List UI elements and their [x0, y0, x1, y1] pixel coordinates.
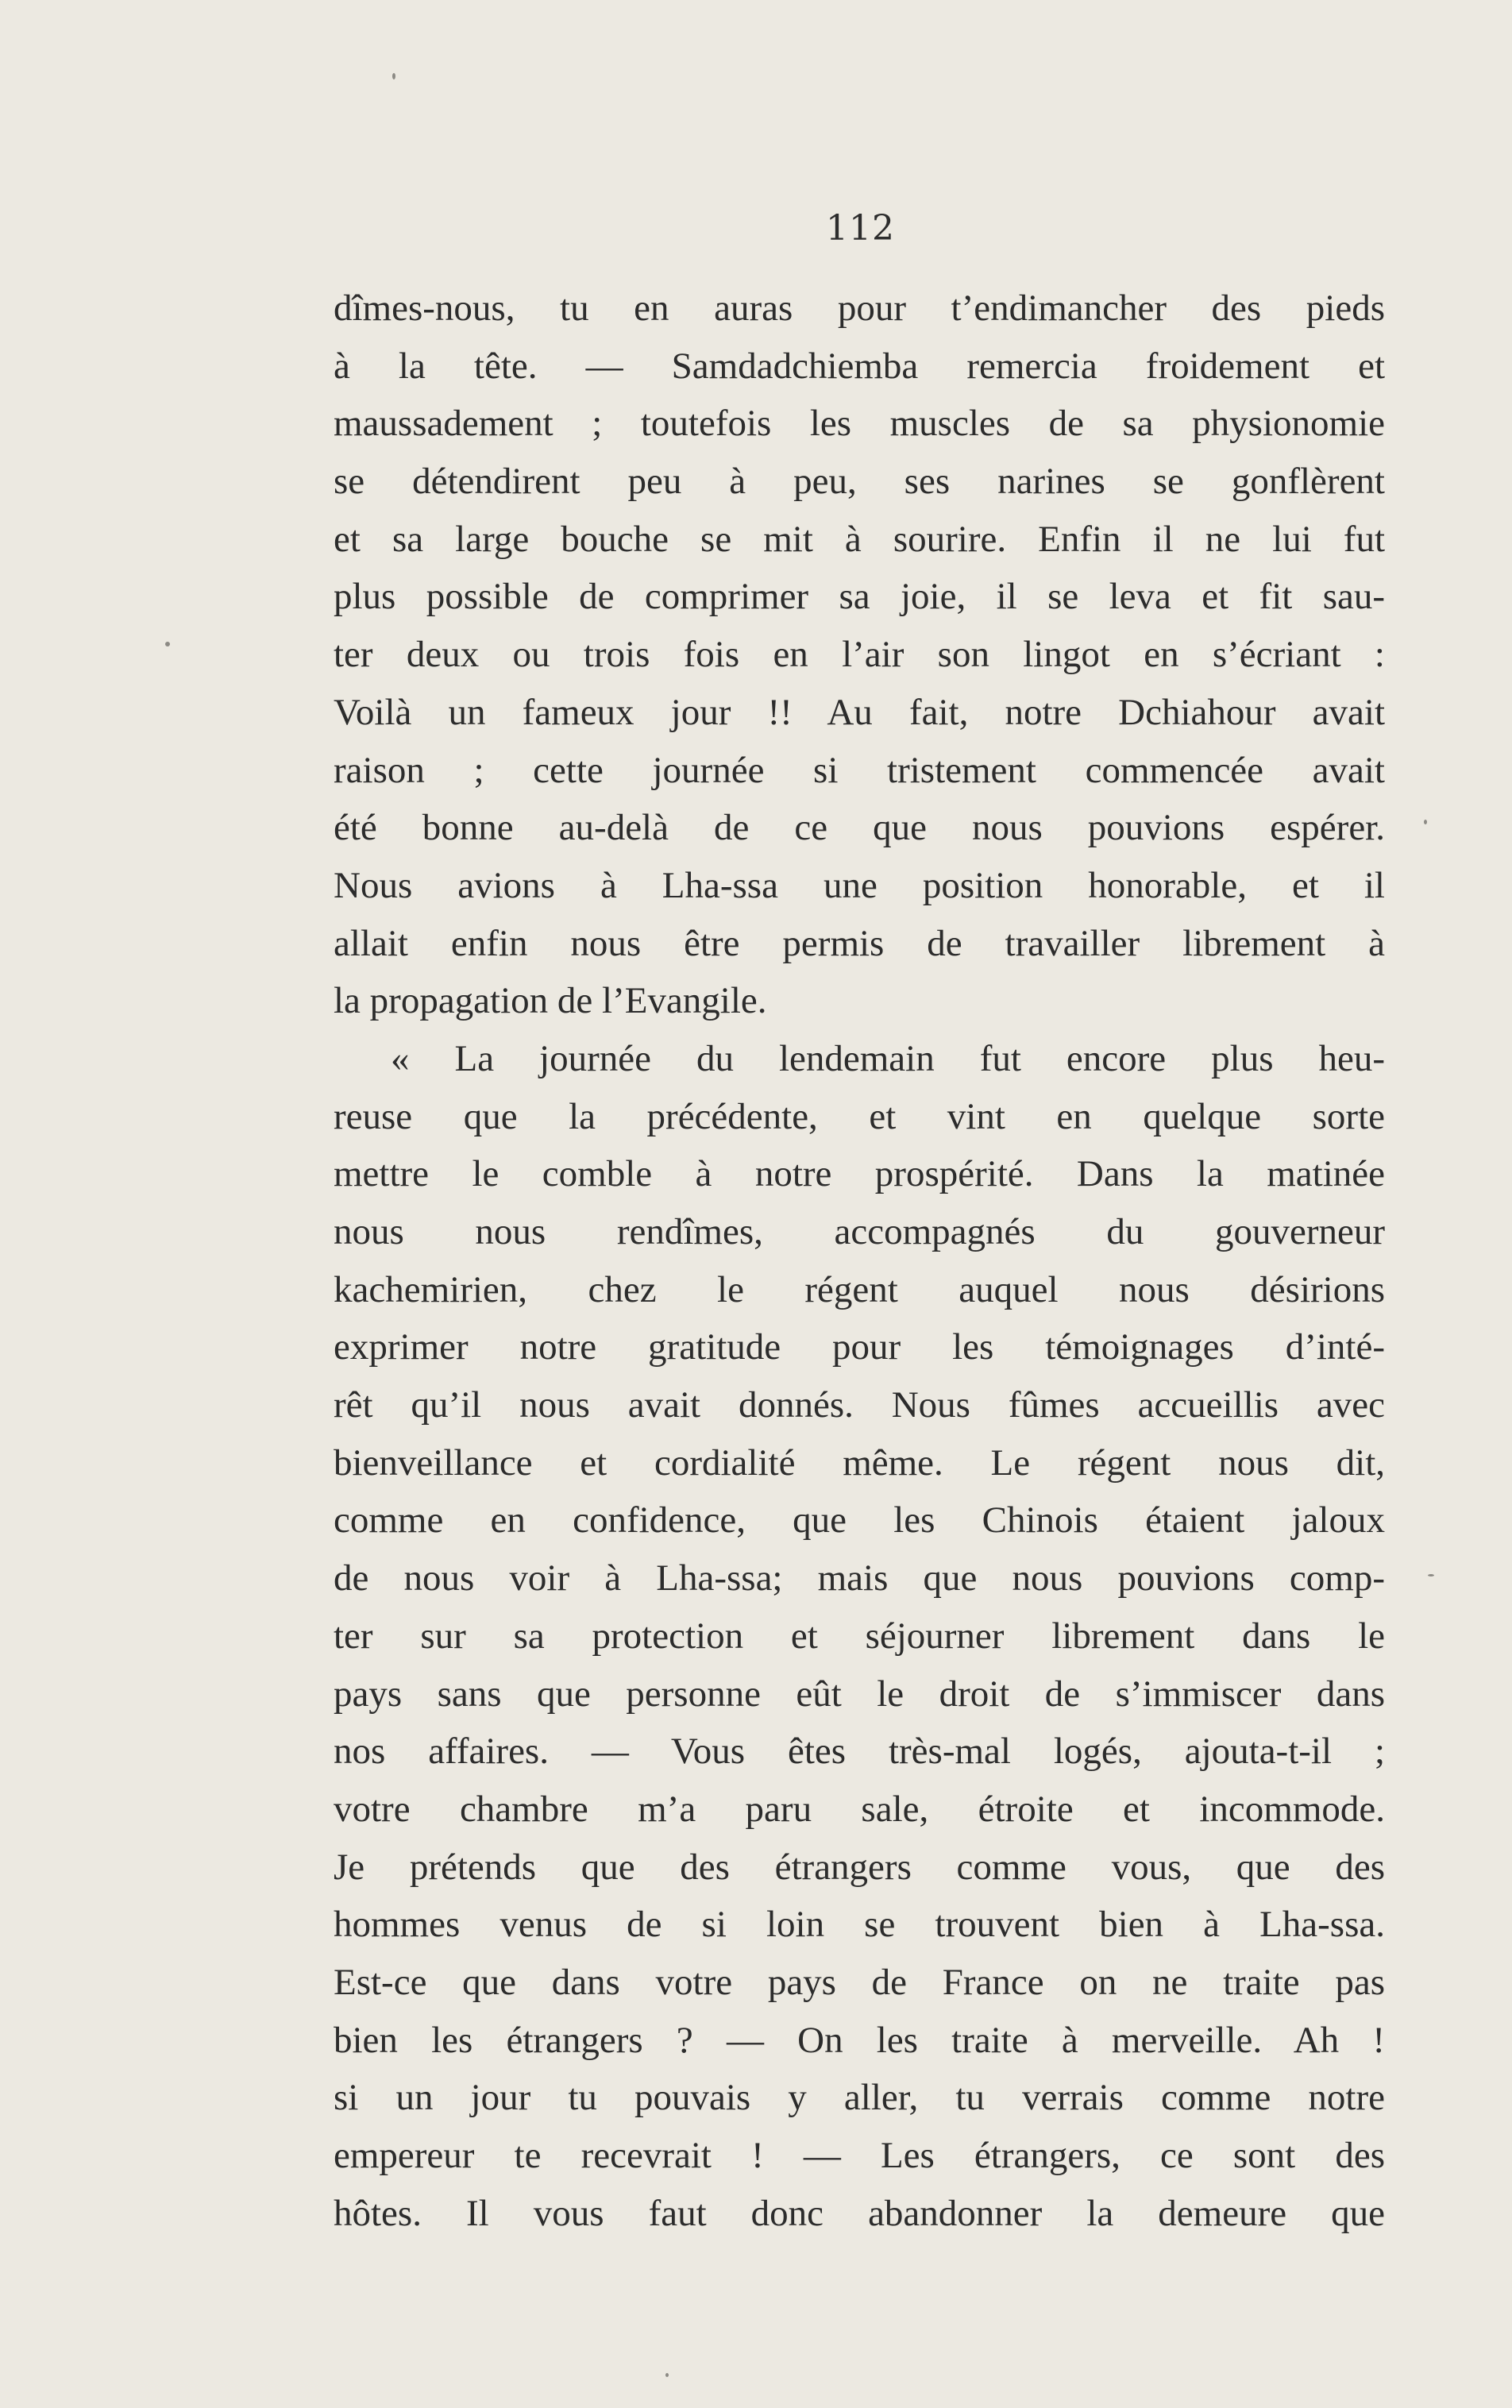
page-number: 112	[826, 208, 895, 249]
text-line: kachemirien, chez le régent auquel nous désirions	[334, 1268, 1385, 1310]
text-line: si un jour tu pouvais y aller, tu verrais comme notre	[334, 2077, 1385, 2119]
text-line: Nous avions à Lha-ssa une position honorable, et il	[334, 864, 1385, 906]
paper-speck	[665, 2373, 669, 2377]
text-line: empereur te recevrait ! — Les étrangers, ce sont des	[334, 2135, 1385, 2176]
text-line: raison ; cette journée si tristement commencée avait	[334, 749, 1385, 791]
text-line: se détendirent peu à peu, ses narines se gonflèrent	[334, 461, 1385, 503]
text-line: comme en confidence, que les Chinois étaient jaloux	[334, 1499, 1385, 1542]
text-line: hommes venus de si loin se trouvent bien à Lha-ssa.	[334, 1904, 1385, 1946]
paper-speck	[392, 73, 395, 79]
text-line: plus possible de comprimer sa joie, il se leva et fit sau-	[334, 576, 1385, 618]
paper-speck	[1428, 1574, 1434, 1576]
text-line: maussadement ; toutefois les muscles de sa physionomie	[334, 403, 1385, 445]
text-line: et sa large bouche se mit à sourire. Enfin il ne lui fut	[334, 518, 1385, 560]
text-line: dîmes-nous, tu en auras pour t’endimancher des pieds	[334, 287, 1385, 329]
text-line: allait enfin nous être permis de travailler librement à	[334, 922, 1385, 964]
body-text	[334, 280, 1385, 2242]
text-line: nous nous rendîmes, accompagnés du gouverneur	[334, 1211, 1385, 1252]
text-line: mettre le comble à notre prospérité. Dans la matinée	[334, 1153, 1385, 1195]
text-line: de nous voir à Lha-ssa; mais que nous pouvions comp-	[334, 1557, 1385, 1600]
paper-speck	[165, 642, 170, 646]
text-line: nos affaires. — Vous êtes très-mal logés, ajouta-t-il ;	[334, 1731, 1385, 1773]
text-line: été bonne au-delà de ce que nous pouvions espérer.	[334, 807, 1385, 849]
text-line: bien les étrangers ? — On les traite à merveille. Ah !	[334, 2019, 1385, 2061]
text-line: Je prétends que des étrangers comme vous, que des	[334, 1846, 1385, 1888]
text-line: exprimer notre gratitude pour les témoignages d’inté-	[334, 1326, 1385, 1368]
text-line: reuse que la précédente, et vint en quelque sorte	[334, 1095, 1385, 1137]
text-line: ter deux ou trois fois en l’air son lingot en s’écriant :	[334, 634, 1385, 676]
text-line: à la tête. — Samdadchiemba remercia froidement et	[334, 345, 1385, 387]
text-line: Est-ce que dans votre pays de France on ne traite pas	[334, 1961, 1385, 2003]
text-line: ter sur sa protection et séjourner librement dans le	[334, 1615, 1385, 1657]
text-line: pays sans que personne eût le droit de s’immiscer dans	[334, 1673, 1385, 1715]
text-line: rêt qu’il nous avait donnés. Nous fûmes accueillis avec	[334, 1384, 1385, 1426]
text-line: la propagation de l’Evangile.	[334, 980, 767, 1022]
text-line: hôtes. Il vous faut donc abandonner la demeure que	[334, 2192, 1385, 2234]
text-line: Voilà un fameux jour !! Au fait, notre Dchiahour avait	[334, 691, 1385, 733]
text-line: votre chambre m’a paru sale, étroite et incommode.	[334, 1788, 1385, 1830]
text-line: bienveillance et cordialité même. Le régent nous dit,	[334, 1441, 1385, 1484]
paper-speck	[1424, 820, 1427, 824]
text-line: « La journée du lendemain fut encore plus heu-	[391, 1037, 1385, 1079]
